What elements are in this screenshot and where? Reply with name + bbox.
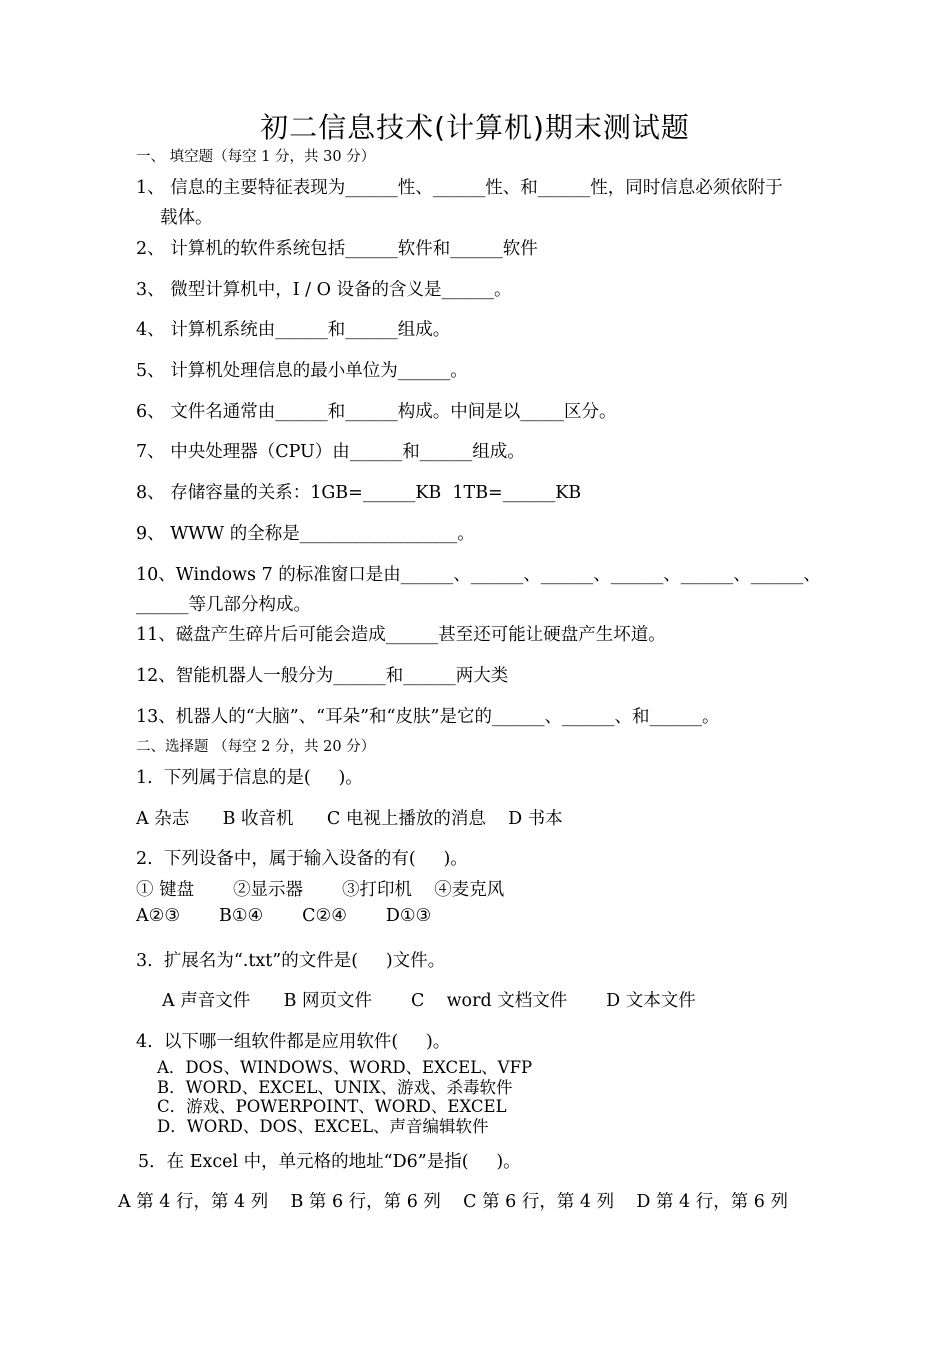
question-1-line1: 1、 信息的主要特征表现为______性、______性、和______性，同时信息必须依附于 bbox=[136, 178, 783, 198]
choice-question-4-option-c: C．游戏、POWERPOINT、WORD、EXCEL bbox=[157, 1097, 507, 1116]
choice-question-5: 5．在 Excel 中，单元格的地址“D6”是指( )。 bbox=[138, 1152, 521, 1172]
choice-question-4-option-a: A．DOS、WINDOWS、WORD、EXCEL、VFP bbox=[157, 1058, 533, 1077]
section-heading-choice: 二、选择题 （每空 2 分，共 20 分） bbox=[136, 739, 376, 755]
choice-question-5-options: A 第 4 行，第 4 列 B 第 6 行，第 6 列 C 第 6 行，第 4 列 D 第 4 行，第 6 列 bbox=[118, 1192, 788, 1212]
question-7: 7、 中央处理器（CPU）由______和______组成。 bbox=[136, 442, 525, 462]
question-10-line2: ______等几部分构成。 bbox=[136, 595, 311, 615]
choice-question-3: 3. 扩展名为“.txt”的文件是( )文件。 bbox=[136, 951, 446, 971]
question-13: 13、机器人的“大脑”、“耳朵”和“皮肤”是它的______、______、和______。 bbox=[136, 707, 720, 727]
choice-question-4-option-d: D．WORD、DOS、EXCEL、声音编辑软件 bbox=[157, 1117, 489, 1136]
choice-question-2-options: A②③ B①④ C②④ D①③ bbox=[136, 906, 432, 926]
choice-question-1-options: A 杂志 B 收音机 C 电视上播放的消息 D 书本 bbox=[136, 809, 563, 829]
question-10-line1: 10、Windows 7 的标准窗口是由______、______、______、______、______、______、 bbox=[136, 565, 821, 585]
question-4: 4、 计算机系统由______和______组成。 bbox=[136, 320, 451, 340]
choice-question-1: 1. 下列属于信息的是( )。 bbox=[136, 768, 363, 788]
question-8: 8、 存储容量的关系：1GB=______KB 1TB=______KB bbox=[136, 483, 582, 503]
question-6: 6、 文件名通常由______和______构成。中间是以_____区分。 bbox=[136, 402, 617, 422]
question-9: 9、 WWW 的全称是__________________。 bbox=[136, 524, 475, 544]
choice-question-4-option-b: B．WORD、EXCEL、UNIX、游戏、杀毒软件 bbox=[157, 1078, 513, 1097]
question-2: 2、 计算机的软件系统包括______软件和______软件 bbox=[136, 239, 538, 259]
question-1-line2: 载体。 bbox=[160, 208, 213, 228]
question-12: 12、智能机器人一般分为______和______两大类 bbox=[136, 666, 509, 686]
question-11: 11、磁盘产生碎片后可能会造成______甚至还可能让硬盘产生坏道。 bbox=[136, 625, 666, 645]
choice-question-2-items: ① 键盘 ②显示器 ③打印机 ④麦克风 bbox=[136, 880, 505, 900]
page-title: 初二信息技术(计算机)期末测试题 bbox=[260, 111, 690, 144]
question-3: 3、 微型计算机中，I / O 设备的含义是______。 bbox=[136, 280, 512, 300]
choice-question-2: 2. 下列设备中，属于输入设备的有( )。 bbox=[136, 849, 468, 869]
section-heading-fill-blank: 一、 填空题（每空 1 分，共 30 分） bbox=[136, 149, 376, 165]
question-5: 5、 计算机处理信息的最小单位为______。 bbox=[136, 361, 468, 381]
choice-question-4: 4. 以下哪一组软件都是应用软件( )。 bbox=[136, 1032, 451, 1052]
choice-question-3-options: A 声音文件 B 网页文件 C word 文档文件 D 文本文件 bbox=[162, 991, 696, 1011]
